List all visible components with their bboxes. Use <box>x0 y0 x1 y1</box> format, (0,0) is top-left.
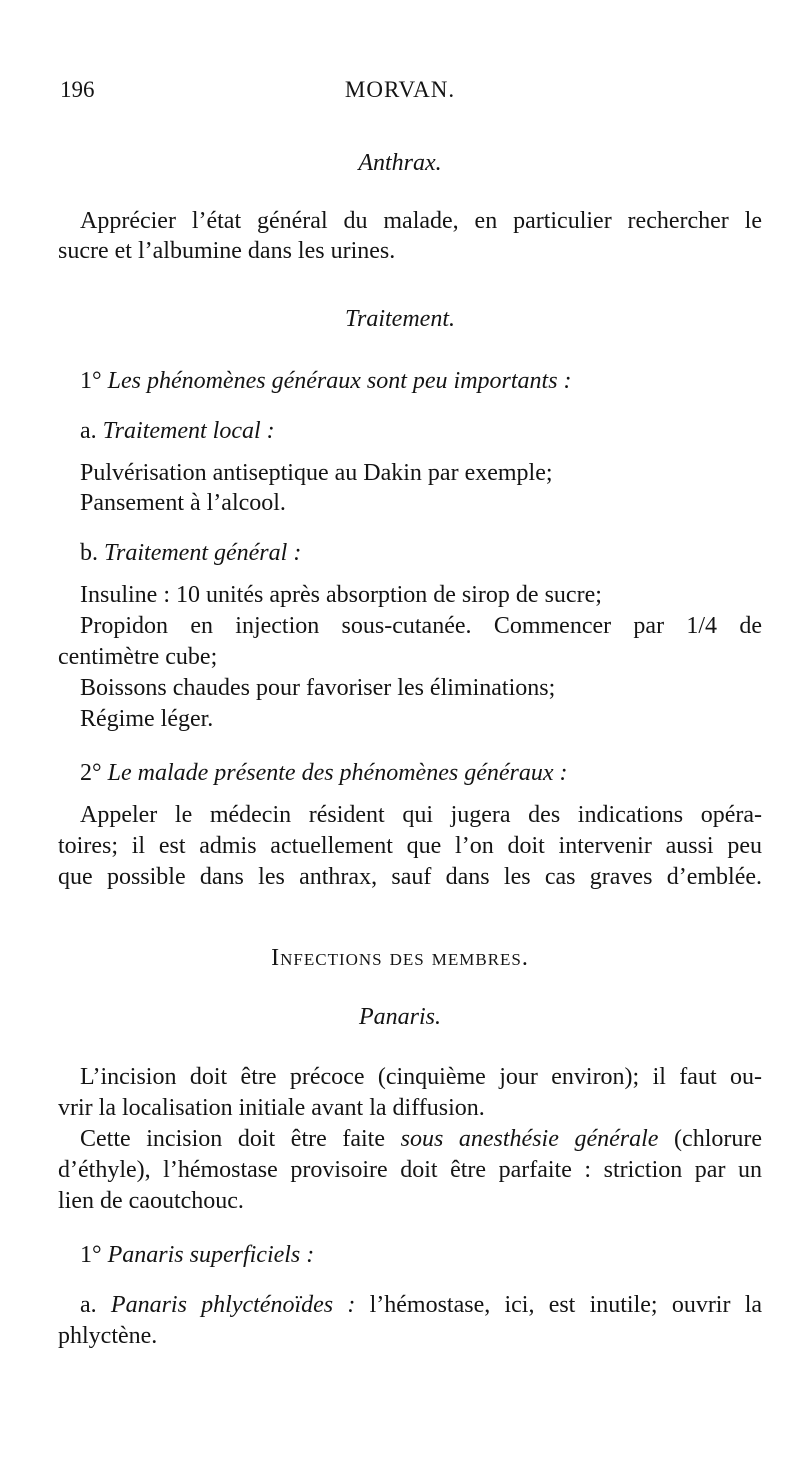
running-title: MORVAN. <box>344 77 456 102</box>
anthrax-subsection-2-line-2: toires; il est admis actuellement que l’on doit intervenir aussi peu <box>58 833 762 859</box>
subsection-title: Les phénomènes généraux sont peu importants : <box>107 368 572 394</box>
traitement-local-line-1: Pulvérisation antiseptique au Dakin par exemple; <box>80 460 553 486</box>
panaris-title: Panaris. <box>358 1004 441 1030</box>
traitement-general-line-3: centimètre cube; <box>58 644 218 670</box>
subsection-number: 1° <box>80 1242 102 1268</box>
page-number: 196 <box>60 77 95 102</box>
panaris-subsection-1-heading <box>80 1240 762 1271</box>
traitement-general-line-1: Insuline : 10 unités après absorption de sirop de sucre; <box>80 582 602 608</box>
traitement-general-line-2: Propidon en injection sous-cutanée. Commencer par 1/4 de <box>80 613 762 639</box>
traitement-general-line-5: Régime léger. <box>80 706 214 732</box>
item-label: a. <box>80 418 97 444</box>
panaris-paragraph-2-line-3: lien de caoutchouc. <box>58 1188 244 1214</box>
item-label: b. <box>80 540 98 566</box>
traitement-general-heading <box>80 538 762 569</box>
item-title: Panaris phlycténoïdes : <box>110 1292 356 1318</box>
anthrax-intro-line-1: Apprécier l’état général du malade, en particulier rechercher le <box>80 208 762 234</box>
subsection-title: Panaris superficiels : <box>107 1242 315 1268</box>
subsection-number: 1° <box>80 368 102 394</box>
traitement-local-line-2: Pansement à l’alcool. <box>80 490 286 516</box>
section-title-anthrax: Anthrax. <box>358 150 442 176</box>
anthrax-subsection-2-line-3: que possible dans les anthrax, sauf dans les cas graves d’emblée. <box>58 864 762 890</box>
section-title-infections-membres: Infections des membres. <box>271 945 529 971</box>
panaris-phlyctenoides-line-2: phlyctène. <box>58 1323 158 1349</box>
subsection-number: 2° <box>80 760 102 786</box>
emphasis-text: sous anesthésie générale <box>400 1126 659 1152</box>
traitement-title: Traitement. <box>344 306 455 332</box>
traitement-local-heading <box>80 416 762 447</box>
item-title: Traitement général : <box>104 540 302 566</box>
subsection-title: Le malade présente des phénomènes généraux : <box>107 760 568 786</box>
anthrax-subsection-2-line-1: Appeler le médecin résident qui jugera des indications opéra- <box>80 802 762 828</box>
text-run: (chlorure <box>674 1126 762 1152</box>
anthrax-subsection-1-heading <box>80 366 762 397</box>
panaris-paragraph-1-line-2: vrir la localisation initiale avant la diffusion. <box>58 1095 485 1121</box>
traitement-general-line-4: Boissons chaudes pour favoriser les éliminations; <box>80 675 556 701</box>
item-title: Traitement local : <box>102 418 275 444</box>
text-run: Cette incision doit être faite <box>80 1126 385 1152</box>
anthrax-subsection-2-heading <box>80 758 762 789</box>
item-label: a. <box>80 1292 97 1318</box>
panaris-paragraph-2-line-2: d’éthyle), l’hémostase provisoire doit être parfaite : striction par un <box>58 1157 762 1183</box>
panaris-phlyctenoides-line-1 <box>80 1290 762 1321</box>
panaris-paragraph-1-line-1: L’incision doit être précoce (cinquième jour environ); il faut ou- <box>80 1064 762 1090</box>
running-header <box>0 77 800 107</box>
anthrax-intro-line-2: sucre et l’albumine dans les urines. <box>58 238 396 264</box>
text-run: l’hémostase, ici, est inutile; ouvrir la <box>369 1292 763 1318</box>
panaris-paragraph-2-line-1 <box>80 1124 762 1155</box>
